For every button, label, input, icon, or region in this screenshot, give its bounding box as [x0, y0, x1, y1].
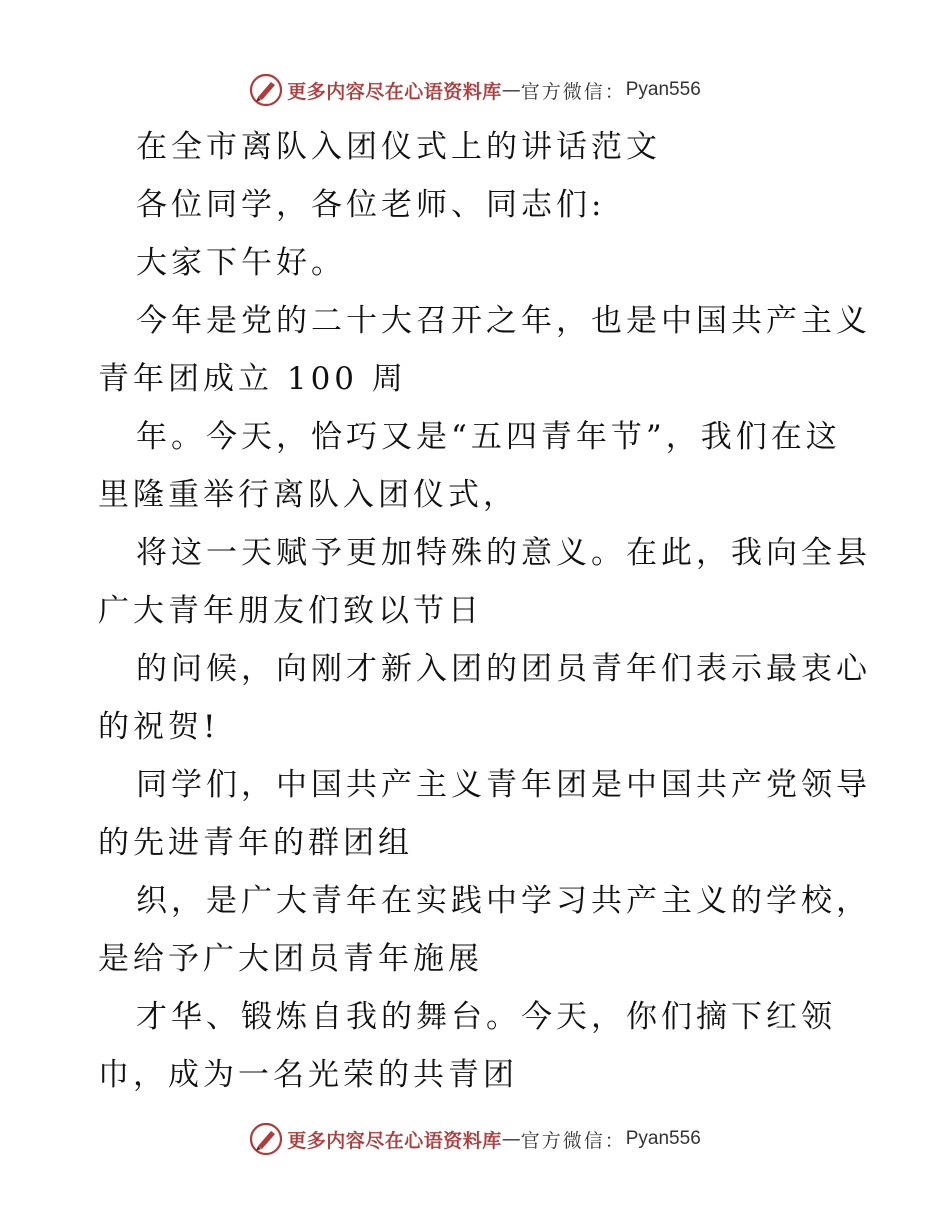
paragraph-line: 将这一天赋予更加特殊的意义。在此，我向全县: [136, 535, 871, 571]
paragraph-line: 是给予广大团员青年施展: [98, 941, 483, 977]
pen-logo-icon: [249, 1122, 283, 1156]
banner-wechat-label: 官方微信：: [520, 1129, 626, 1152]
paragraph-line: 才华、锻炼自我的舞台。今天，你们摘下红领: [136, 999, 836, 1035]
footer-banner: [0, 1119, 950, 1159]
banner-slogan: 更多内容尽在心语资料库: [287, 1129, 502, 1152]
banner-wechat-id: Pyan556: [625, 79, 701, 100]
greeting: 大家下午好。: [136, 245, 346, 281]
banner-wechat-id: Pyan556: [625, 1128, 701, 1149]
banner-dash: —: [501, 1128, 521, 1150]
banner-dash: —: [501, 79, 521, 101]
document-title: 在全市离队入团仪式上的讲话范文: [136, 129, 661, 165]
paragraph-line: 青年团成立 100 周: [98, 361, 407, 397]
salutation: 各位同学，各位老师、同志们:: [136, 187, 606, 223]
banner-slogan: 更多内容尽在心语资料库: [287, 80, 502, 103]
paragraph-line: 巾，成为一名光荣的共青团: [98, 1057, 518, 1093]
paragraph-line: 今年是党的二十大召开之年，也是中国共产主义: [136, 303, 871, 339]
paragraph-line: 织，是广大青年在实践中学习共产主义的学校，: [136, 883, 871, 919]
paragraph-line: 里隆重举行离队入团仪式，: [98, 477, 518, 513]
pen-logo-icon: [249, 73, 283, 107]
header-banner: [0, 70, 950, 110]
paragraph-line: 的问候，向刚才新入团的团员青年们表示最衷心: [136, 651, 871, 687]
paragraph-line: 的先进青年的群团组: [98, 825, 413, 861]
paragraph-line: 年。今天，恰巧又是“五四青年节”，我们在这: [136, 419, 841, 455]
paragraph-line: 广大青年朋友们致以节日: [98, 593, 483, 629]
document-body: [98, 118, 871, 1104]
paragraph-line: 的祝贺!: [98, 709, 220, 745]
banner-wechat-label: 官方微信：: [520, 80, 626, 103]
paragraph-line: 同学们，中国共产主义青年团是中国共产党领导: [136, 767, 871, 803]
